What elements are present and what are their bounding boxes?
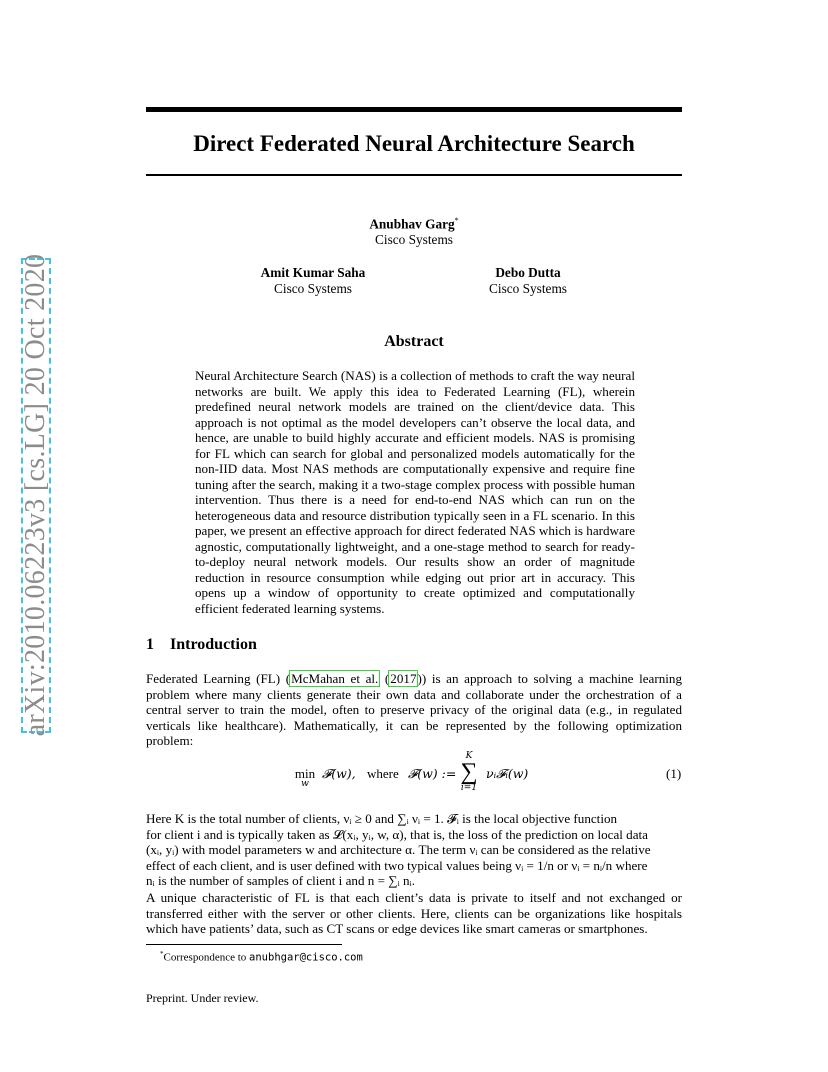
paragraph-text: ) is an approach to solving a machine learning problem where many clients generate their own data and collaborate under the orchestration of a central server to train the model, often to preserve privacy of the original data (e.g., in regulated verticals like healthcare). Mathematically, it can be represented by the following optimization problem: xyxy=(146,671,683,748)
footnote-email: anubhgar@cisco.com xyxy=(249,951,363,964)
author-affiliation: Cisco Systems xyxy=(489,281,567,296)
paragraph-line: nᵢ is the number of samples of client i and n = ∑ᵢ nᵢ. xyxy=(146,873,415,888)
eq-min-sub: w xyxy=(301,779,309,789)
section-title: Introduction xyxy=(170,636,257,653)
eq-term: νᵢ𝓕ᵢ(w) xyxy=(486,766,529,781)
paragraph-line: for client i and is typically taken as 𝓛(xᵢ, yᵢ, w, α), that is, the loss of the prediction on local data xyxy=(146,826,648,842)
arxiv-side-stamp: arXiv:2010.06223v3 [cs.LG] 20 Oct 2020 xyxy=(20,253,51,737)
eq-sum-lower: i=1 xyxy=(460,783,478,793)
eq-def: 𝓕(w) := xyxy=(408,766,457,781)
author-footnote-mark: * xyxy=(454,216,459,225)
author-block-2 xyxy=(213,265,413,297)
sum-sign-icon: ∑ xyxy=(460,759,478,785)
paragraph-line: effect of each client, and is user defined with two typical values being νᵢ = 1/n or νᵢ = nᵢ/n where xyxy=(146,857,648,873)
paragraph-line: (xᵢ, yᵢ) with model parameters w and architecture α. The term νᵢ can be considered as the relative xyxy=(146,842,651,857)
author-name: Debo Dutta xyxy=(495,265,561,280)
equation-1 xyxy=(290,751,529,797)
footnote xyxy=(160,950,363,964)
author-affiliation: Cisco Systems xyxy=(375,232,453,248)
equation-number: (1) xyxy=(666,766,682,781)
citation-link-author[interactable]: McMahan et al. xyxy=(291,671,379,686)
paragraph-text: ( xyxy=(379,671,390,686)
author-block-1 xyxy=(314,213,514,248)
intro-paragraph-3: A unique characteristic of FL is that each client’s data is private to itself and not exchanged or transferred either with the server or other clients. Here, clients can be organizations like hospitals which have patients’ data, such as CT scans or edge devices like smart cameras or smartphones. xyxy=(146,890,682,936)
footnote-rule xyxy=(146,944,342,945)
citation-link-year[interactable]: 2017 xyxy=(390,671,417,686)
abstract-heading: Abstract xyxy=(384,333,444,350)
paragraph-line: Here K is the total number of clients, νᵢ ≥ 0 and ∑ᵢ νᵢ = 1. 𝓕ᵢ is the local objective function xyxy=(146,811,618,826)
preprint-footer: Preprint. Under review. xyxy=(146,991,259,1005)
title-top-rule xyxy=(146,107,682,112)
eq-where: where xyxy=(367,766,399,781)
author-name: Amit Kumar Saha xyxy=(260,265,366,280)
intro-paragraph-1 xyxy=(146,671,682,749)
abstract-body: Neural Architecture Search (NAS) is a collection of methods to craft the way neural networks are built. We apply this idea to Federated Learning (FL), wherein predefined neural network models are trained on the client/device data. This approach is not optimal as the model developers can’t observe the local data, and hence, are unable to build highly accurate and efficient models. NAS is promising for FL which can search for global and personalized models automatically for the non-IID data. Most NAS methods are computationally expensive and require fine tuning after the search, making it a two-stage complex process with possible human intervention. Thus there is a need for end-to-end NAS which can run on the heterogeneous data and resource distribution typically seen in a FL scenario. In this paper, we present an effective approach for direct federated NAS which is hardware agnostic, computationally lightweight, and a one-stage method to search for ready-to-deploy neural network models. Our results show an order of magnitude reduction in resource consumption while edging out prior art in accuracy. This opens up a window of opportunity to create optimized and computationally efficient federated learning systems. xyxy=(195,368,635,616)
author-block-3 xyxy=(428,265,628,297)
author-name: Anubhav Garg xyxy=(369,216,455,232)
footnote-mark: * xyxy=(160,950,164,958)
paragraph-text: Federated Learning (FL) ( xyxy=(146,671,291,686)
title-bottom-rule xyxy=(146,174,682,176)
eq-lhs: 𝓕(w), xyxy=(322,766,356,781)
eq-min: min xyxy=(294,766,316,781)
eq-sum-upper: K xyxy=(465,751,473,761)
intro-paragraph-2 xyxy=(146,811,682,889)
footnote-text: Correspondence to xyxy=(163,951,250,964)
paragraph-text: ) xyxy=(417,671,422,686)
section-number: 1 xyxy=(146,636,154,653)
section-heading-introduction xyxy=(146,636,257,654)
paper-title: Direct Federated Neural Architecture Search xyxy=(193,131,635,156)
author-affiliation: Cisco Systems xyxy=(274,281,352,296)
